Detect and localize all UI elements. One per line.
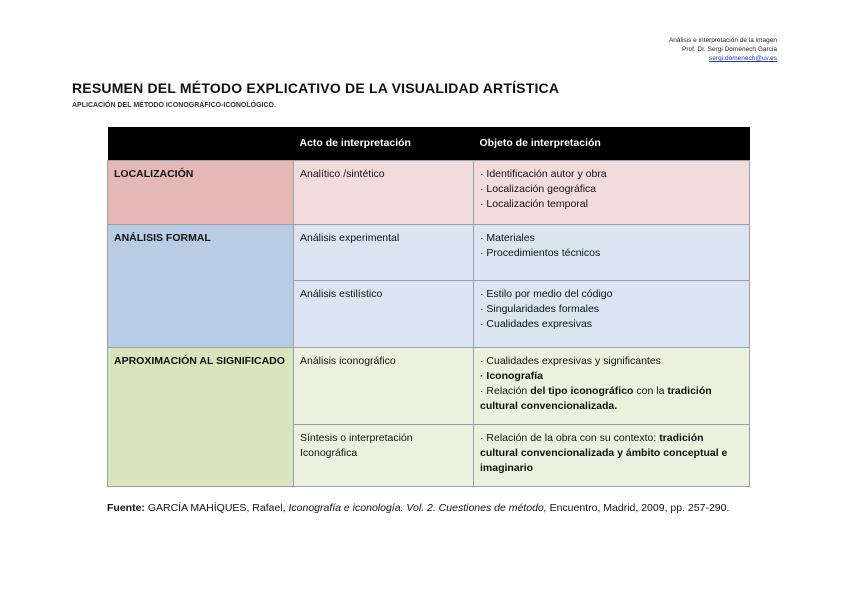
object-item: · Iconografía	[480, 370, 544, 382]
object-item: · Singularidades formales	[480, 303, 600, 315]
object-item: · Materiales	[480, 232, 535, 244]
object-cell	[474, 225, 750, 281]
object-cell	[474, 161, 750, 225]
object-item: · Identificación autor y obra	[480, 168, 607, 180]
object-text-bold: tradición cultural convencionalizada.	[480, 385, 712, 412]
header-cell-empty	[108, 127, 294, 161]
act-cell: Análisis experimental	[294, 225, 474, 281]
source-book-title: Iconografía e iconología. Vol. 2. Cuestiones de método,	[288, 502, 547, 514]
object-item: · Cualidades expresivas y significantes	[480, 355, 661, 367]
source-citation	[107, 502, 729, 514]
object-item: · Procedimientos técnicos	[480, 247, 601, 259]
act-cell	[294, 425, 474, 487]
object-item: · Estilo por medio del código	[480, 288, 613, 300]
header-cell-act: Acto de interpretación	[294, 127, 474, 161]
section-label-analisis-formal: ANÁLISIS FORMAL	[108, 225, 294, 348]
source-author: GARCÍA MAHÍQUES, Rafael,	[144, 502, 289, 514]
table-row	[108, 161, 750, 225]
section-label-localizacion: LOCALIZACIÓN	[108, 161, 294, 225]
method-summary-table	[107, 127, 750, 487]
object-item	[480, 384, 743, 414]
page-subtitle: APLICACIÓN DEL MÉTODO ICONOGRÁFICO-ICONOLÓGICO.	[72, 102, 276, 109]
professor-email-link[interactable]: sergi.domenech@uv.es	[709, 55, 777, 62]
header-cell-object: Objeto de interpretación	[474, 127, 750, 161]
course-name: Análisis e interpretación de la imagen	[668, 37, 777, 44]
page-title: RESUMEN DEL MÉTODO EXPLICATIVO DE LA VISUALIDAD ARTÍSTICA	[72, 80, 560, 96]
act-cell: Análisis estilístico	[294, 281, 474, 348]
object-cell	[474, 348, 750, 425]
object-cell	[474, 281, 750, 348]
object-text-bold: tradición cultural convencionalizada y ámbito conceptual e imaginario	[480, 432, 728, 474]
object-text: · Relación de la obra con su contexto:	[480, 432, 660, 444]
table-row	[108, 348, 750, 425]
course-header	[669, 36, 777, 63]
source-publication: Encuentro, Madrid, 2009, pp. 257-290.	[546, 502, 730, 514]
table-header-row	[108, 127, 750, 161]
table-row	[108, 225, 750, 281]
professor-name: Prof. Dr. Sergi Domènech Garcia	[681, 46, 777, 53]
object-text-bold: del tipo iconográfico	[530, 385, 634, 397]
object-text: con la	[633, 385, 668, 397]
act-cell: Analítico /sintético	[294, 161, 474, 225]
object-item: · Localización temporal	[480, 198, 588, 210]
act-cell: Análisis iconográfico	[294, 348, 474, 425]
section-label-significado: APROXIMACIÓN AL SIGNIFICADO	[108, 348, 294, 487]
object-text: · Relación	[480, 385, 531, 397]
object-item: · Localización geográfica	[480, 183, 597, 195]
source-label: Fuente:	[107, 502, 145, 514]
act-text: Síntesis o interpretación	[300, 432, 413, 444]
object-item: · Cualidades expresivas	[480, 318, 593, 330]
object-cell	[474, 425, 750, 487]
act-text: Iconográfica	[300, 447, 358, 459]
